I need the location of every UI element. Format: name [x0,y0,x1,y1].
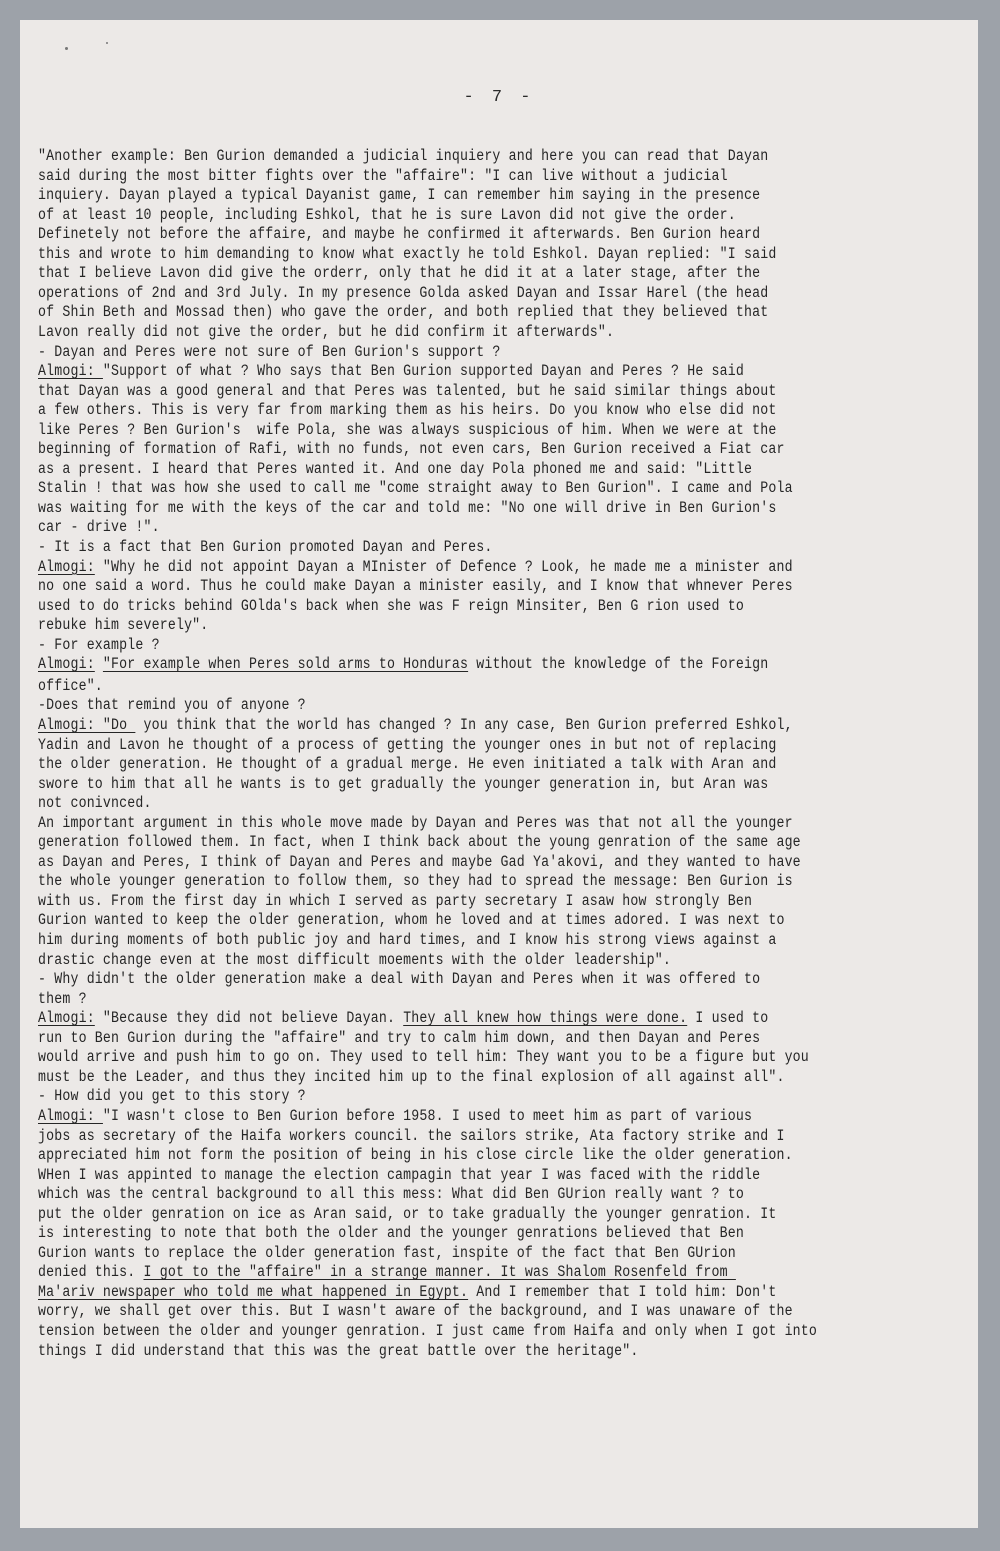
text-line [38,343,501,362]
text-line [38,990,87,1009]
text-span: beginning of formation of Rafi, with no funds, not even cars, Ben Gurion received a Fiat car [38,440,785,459]
text-line [38,970,760,989]
text-span: Stalin ! that was how she used to call me "come straight away to Ben Gurion". I came and Pola [38,479,793,498]
text-line [38,1302,793,1321]
text-span: - For example ? [38,635,160,654]
text-line [38,284,768,303]
text-line [38,636,160,655]
text-line [38,538,492,557]
text-line [38,1263,736,1282]
page-number: - 7 - [463,88,535,107]
text-line [38,1048,809,1067]
text-line [38,892,752,911]
text-line [38,1068,785,1087]
text-span: which was the central background to all this mess: What did Ben GUrion really want ? to [38,1185,744,1204]
text-span: would arrive and push him to go on. They used to tell him: They want you to be a figure but you [38,1048,809,1067]
text-span: An important argument in this whole move made by Dayan and Peres was that not all the younger [38,813,793,832]
text-line [38,167,728,186]
text-line [38,814,793,833]
text-line [38,225,760,244]
text-span: - It is a fact that Ben Gurion promoted Dayan and Peres. [38,538,493,556]
text-span: appreciated him not form the position of being in his close circle like the older generation. [38,1146,793,1165]
text-span: - Dayan and Peres were not sure of Ben Gurion's support ? [38,342,501,361]
text-span: WHen I was appinted to manage the election campagin that year I was faced with the riddle [38,1165,761,1184]
text-span: that Dayan was a good general and that Peres was talented, but he said similar things about [38,381,777,400]
text-span: you think that the world has changed ? In any case, Ben Gurion preferred Eshkol, [135,715,793,734]
text-line [38,245,776,264]
text-line [38,1244,736,1263]
text-line [38,460,752,479]
underlined-text: Ma'ariv newspaper who told me what happened in Egypt. [38,1282,469,1301]
text-span: was waiting for me with the keys of the car and told me: "No one will drive in Ben Gurion's [38,498,777,517]
text-line [38,382,776,401]
underlined-text: They all knew how things were done. [403,1009,688,1028]
text-line [38,853,801,872]
text-span: a few others. This is very far from marking them as his heirs. Do you know who else did not [38,401,777,420]
text-line [38,872,793,891]
text-line [38,558,793,577]
text-span: drastic change even at the most difficult moements with the older leadership". [38,950,671,969]
text-span: like Peres ? Ben Gurion's wife Pola, she was always suspicious of him. When we were at the [38,420,777,439]
text-line [38,499,776,518]
text-line [38,1283,776,1302]
text-span: him during moments of both public joy and hard times, and I know his strong views against a [38,931,777,949]
text-line [38,323,614,342]
text-line [38,1029,760,1048]
text-span: "Because they did not believe Dayan. [94,1009,404,1028]
text-line [38,655,768,674]
text-span: Definetely not before the affaire, and maybe he confirmed it afterwards. Ben Gurion heard [38,225,761,244]
text-span: things I did understand that this was the great battle over the heritage". [38,1341,639,1360]
text-span: this and wrote to him demanding to know what exactly he told Eshkol. Dayan replied: "I said [38,244,777,263]
text-span: Gurion wants to replace the older generation fast, inspite of the fact that Ben GUrion [38,1243,736,1262]
text-span: - How did you get to this story ? [38,1087,306,1106]
text-line [38,1009,768,1028]
underlined-text: I got to the "affaire" in a strange manner. It was Shalom Rosenfeld from [143,1263,736,1282]
text-line [38,716,793,735]
text-line [38,479,793,498]
text-line [38,1342,639,1361]
text-span: "I wasn't close to Ben Gurion before 1958. I used to meet him as part of various [102,1106,753,1125]
text-line [38,755,776,774]
text-span: And I remember that I told him: Don't [468,1282,777,1301]
text-span: office". [38,676,103,695]
text-span: with us. From the first day in which I served as party secretary I asaw how strongly Ben [38,891,753,910]
text-span: Gurion wanted to keep the older generation, whom he loved and at times adored. I was next to [38,911,785,930]
text-span: of Shin Beth and Mossad then) who gave the order, and both replied that they believed that [38,303,769,322]
text-line [38,1205,776,1224]
text-line [38,911,785,930]
text-line [38,440,785,459]
text-line [38,951,671,970]
text-line [38,696,306,715]
text-line [38,362,744,381]
text-span: that I believe Lavon did give the orderr, only that he did it at a later stage, after the [38,264,761,283]
text-line [38,206,736,225]
text-line [38,147,768,166]
text-line [38,518,160,537]
text-span: I used to [687,1009,769,1028]
text-line [38,1146,793,1165]
underlined-text: Almogi: "Do [38,715,136,734]
text-span: "Another example: Ben Gurion demanded a judicial inquiery and here you can read that Dayan [38,147,769,165]
text-span: run to Ben Gurion during the "affaire" and try to calm him down, and then Dayan and Peres [38,1028,761,1047]
text-span: of at least 10 people, including Eshkol, that he is sure Lavon did not give the order. [38,205,736,224]
text-line [38,931,776,950]
underlined-text: Almogi: [38,655,95,674]
text-span: put the older genration on ice as Aran said, or to take gradually the younger genration. It [38,1204,777,1223]
text-span: - Why didn't the older generation make a deal with Dayan and Peres when it was offered to [38,970,761,989]
text-line [38,186,760,205]
underlined-text: "For example when Peres sold arms to Honduras [102,655,469,674]
text-span: as Dayan and Peres, I think of Dayan and Peres and maybe Gad Ya'akovi, and they wanted to have [38,852,801,871]
text-span: the older generation. He thought of a gradual merge. He even initiated a talk with Aran and [38,755,777,774]
text-span: used to do tricks behind GOlda's back when she was F reign Minsiter, Ben G rion used to [38,596,744,615]
text-line [38,1185,744,1204]
text-span: swore to him that all he wants is to get gradually the younger generation in, but Aran was [38,774,769,793]
text-span: -Does that remind you of anyone ? [38,696,306,715]
text-line [38,616,208,635]
text-span: them ? [38,989,87,1008]
text-line [38,303,768,322]
text-line [38,597,744,616]
text-span [95,655,103,673]
text-span: worry, we shall get over this. But I wasn't aware of the background, and I was unaware of the [38,1302,793,1321]
underlined-text: Almogi: [38,557,95,576]
text-line [38,421,776,440]
text-span: car - drive !". [38,518,160,537]
text-span: no one said a word. Thus he could make Dayan a minister easily, and I know that whnever Peres [38,577,793,596]
text-span: without the knowledge of the Foreign [468,655,769,674]
text-span: Yadin and Lavon he thought of a process of getting the younger ones in but not of replacing [38,735,777,754]
text-line [38,775,768,794]
text-line [38,1087,306,1106]
document-page [20,20,978,1528]
text-line [38,794,152,813]
text-span: the whole younger generation to follow them, so they had to spread the message: Ben Gurion is [38,872,793,891]
text-line [38,736,776,755]
text-span: operations of 2nd and 3rd July. In my presence Golda asked Dayan and Issar Harel (the head [38,283,769,302]
text-span: not conivnced. [38,794,152,813]
text-line [38,1107,752,1126]
text-line [38,677,103,696]
text-span: "Support of what ? Who says that Ben Gurion supported Dayan and Peres ? He said [102,362,745,381]
text-span: inquiery. Dayan played a typical Dayanist game, I can remember him saying in the presence [38,186,761,205]
text-span: tension between the older and younger genration. I just came from Haifa and only when I got into [38,1322,818,1340]
text-span: denied this. [38,1263,144,1282]
text-line [38,1166,760,1185]
text-span: generation followed them. In fact, when I think back about the young genration of the same age [38,833,801,852]
underlined-text: Almogi: [38,1009,95,1028]
underlined-text: Almogi: [38,362,103,381]
text-line [38,1322,817,1341]
underlined-text: Almogi: [38,1106,103,1125]
text-line [38,577,793,596]
text-line [38,833,801,852]
text-span: "Why he did not appoint Dayan a MInister of Defence ? Look, he made me a minister and [94,557,793,576]
text-span: said during the most bitter fights over the "affaire": "I can live without a judicial [38,166,728,185]
text-span: as a present. I heard that Peres wanted it. And one day Pola phoned me and said: "Little [38,459,753,478]
text-span: is interesting to note that both the older and the younger genrations believed that Ben [38,1224,744,1243]
text-span: must be the Leader, and thus they incited him up to the final explosion of all against all". [38,1067,785,1086]
text-span: rebuke him severely". [38,616,209,635]
text-span: Lavon really did not give the order, but he did confirm it afterwards". [38,322,615,341]
text-line [38,264,760,283]
ink-speck [106,42,108,44]
text-line [38,1224,744,1243]
text-line [38,1127,785,1146]
text-span: jobs as secretary of the Haifa workers council. the sailors strike, Ata factory strike and I [38,1126,785,1145]
text-line [38,401,776,420]
ink-speck [65,47,68,50]
